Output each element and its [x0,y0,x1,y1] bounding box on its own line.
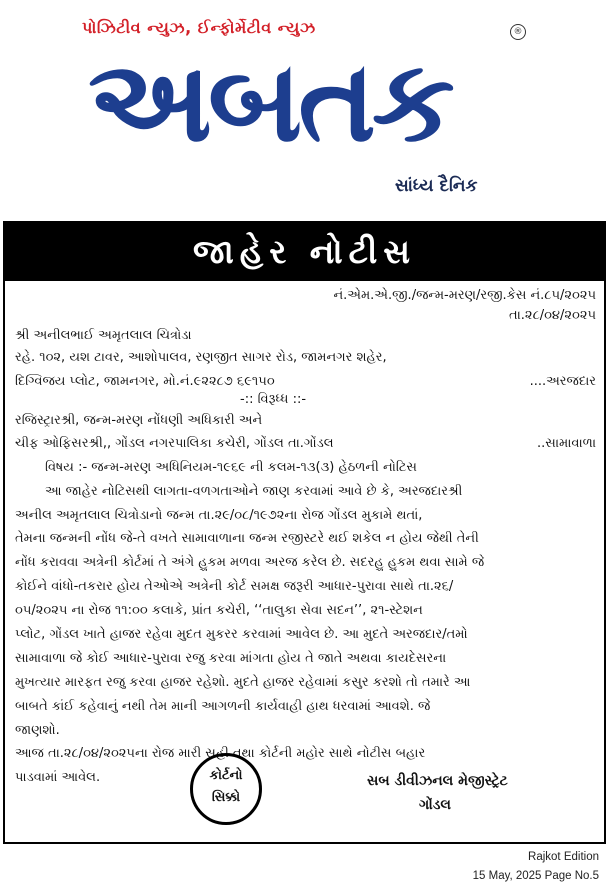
notice-body-line: અનીલ અમૃતલાલ ચિત્રોડાનો જન્મ તા.૨૯/૦૮/૧૯૭૨ના રોજ ગોંડલ મુકામે થતાં, [15,508,423,523]
registered-mark-icon: ® [510,24,526,40]
notice-body-line: તેમના જન્મની નોંધ જે-તે વખતે સામાવાળાના જન્મ રજીસ્ટરે થઈ શકેલ ન હોય જેથી તેની [15,531,479,546]
notice-heading: જાહેર નોટીસ [5,223,604,281]
respondent-line-1: રજિસ્ટ્રારશ્રી, જન્મ-મરણ નોંધણી અધિકારી અને [15,413,263,428]
notice-body-line: બાબતે કાંઈ કહેવાનું નથી તેમ માની આગળની કાર્યવાહી હાથ ધરવામાં આવશે. જે [15,699,431,714]
masthead-tagline: પોઝિટીવ ન્યુઝ, ઈન્ફોર્મેટીવ ન્યુઝ [82,18,316,37]
notice-body-line: સામાવાળા જે કોઈ આધાર-પુરાવા રજુ કરવા માંગતા હોય તે જાતે અથવા કાયદેસરના [15,651,447,666]
applicant-role: ....અરજદાર [529,374,596,389]
court-seal-line-2: સિક્કો [211,790,241,805]
notice-date: તા.૨૮/૦૪/૨૦૨૫ [509,308,596,323]
applicant-name: શ્રી અનીલભાઈ અમૃતલાલ ચિત્રોડા [15,328,192,343]
newspaper-logo: અબતક [88,37,451,167]
date-page-label: 15 May, 2025 Page No.5 [472,870,599,882]
edition-type: સાંધ્ય દૈનિક [395,176,478,196]
applicant-address-2: દિગ્વિજય પ્લોટ, જામનગર, મો.નં.૯૨૨૮૭ ૬૯૧૫૦ [15,374,275,389]
applicant-address-1: રહે. ૧૦૨, યશ ટાવર, આશોપાલવ, રણજીત સાગર રોડ, જામનગર શહેર, [15,350,387,365]
case-number: નં.એમ.એ.જી./જન્મ-મરણ/રજી.કેસ નં.૮૫/૨૦૨૫ [333,288,596,303]
notice-body-line: આ જાહેર નોટિસથી લાગતા-વળગતાઓને જાણ કરવામાં આવે છે કે, અરજદારશ્રી [45,484,463,499]
notice-body-line: પ્લોટ, ગોંડલ ખાતે હાજર રહેવા મુદત મુકરર કરવામાં આવેલ છે. આ મુદતે અરજદાર/તમો [15,627,468,642]
notice-issue-line: પાડવામાં આવેલ. [15,770,101,785]
respondent-line-2: ચીફ ઓફિસરશ્રી,, ગોંડલ નગરપાલિકા કચેરી, ગોંડલ તા.ગોંડલ [15,436,334,451]
signatory-place: ગોંડલ [419,797,451,813]
masthead [0,0,609,205]
respondent-role: ..સામાવાળા [537,436,596,451]
notice-body-line: મુખત્યાર મારફત રજુ કરવા હાજર રહેશો. મુદતે હાજર રહેવામાં કસુર કરશો તો તમારે આ [15,675,471,690]
edition-label: Rajkot Edition [528,851,599,863]
court-seal [190,753,262,825]
notice-body-line: નોંધ કરાવવા અત્રેની કોર્ટમાં તે અંગે હુકમ મળવા અરજ કરેલ છે. સદરહુ હુકમ થવા સામે જે [15,555,485,570]
notice-issue-line: આજ તા.૨૮/૦૪/૨૦૨૫ના રોજ મારી સહી તથા કોર્ટની મહોર સાથે નોટીસ બહાર [15,746,426,761]
court-seal-line-1: કોર્ટનો [209,768,243,783]
notice-body-line: જાણશો. [15,723,60,738]
public-notice [3,221,606,844]
notice-body-line: ૦૫/૨૦૨૫ ના રોજ ૧૧:૦૦ કલાકે, પ્રાંત કચેરી, ‘‘તાલુકા સેવા સદન’’, ૨૧-સ્ટેશન [15,603,423,618]
notice-body-line: કોઈને વાંધો-તકરાર હોય તેઓએ અત્રેની કોર્ટ સમક્ષ જરૂરી આધાર-પુરાવા સાથે તા.૨૬/ [15,579,454,594]
notice-subject: વિષય :- જન્મ-મરણ અધિનિયમ-૧૯૬૯ ની કલમ-૧૩(૩) હેઠળની નોટિસ [45,460,417,475]
versus-label: -:: વિરૂધ્ધ ::- [240,392,307,407]
signatory-title: સબ ડીવીઝનલ મેજીસ્ટ્રેટ [367,773,508,789]
